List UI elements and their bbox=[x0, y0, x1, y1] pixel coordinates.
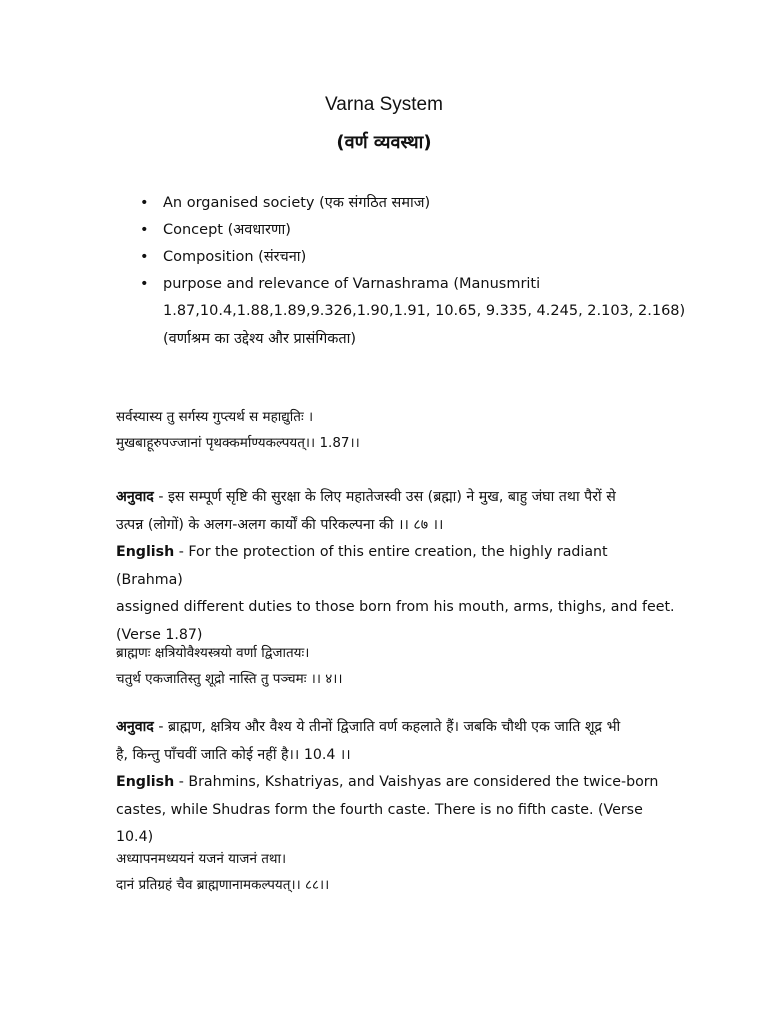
list-item-text: An organised society (एक संगठित समाज) bbox=[163, 195, 431, 211]
bullet-icon: • bbox=[140, 222, 149, 238]
list-item bbox=[140, 190, 700, 217]
hindi-text: - इस सम्पूर्ण सृष्टि की सुरक्षा के लिए महातेजस्वी उस (ब्रह्मा) ने मुख, बाहु जंघा तथा पैरों से bbox=[153, 489, 616, 505]
english-text: - For the protection of this entire creation, the highly radiant (Brahma) bbox=[116, 544, 608, 588]
english-text: - Brahmins, Kshatriyas, and Vaishyas are considered the twice-born bbox=[174, 774, 659, 790]
anuvad-label: अनुवाद bbox=[116, 489, 154, 505]
bullet-icon: • bbox=[140, 249, 149, 265]
hindi-translation bbox=[116, 714, 676, 742]
english-text: (Verse 1.87) bbox=[116, 626, 203, 643]
list-item bbox=[140, 244, 700, 271]
hindi-text: - ब्राह्मण, क्षत्रिय और वैश्य ये तीनों द्विजाति वर्ण कहलाते हैं। जबकि चौथी एक जाति शूद्र भी bbox=[153, 719, 621, 735]
list-item bbox=[140, 271, 700, 353]
english-text: castes, while Shudras form the fourth caste. There is no fifth caste. (Verse 10.4) bbox=[116, 801, 643, 845]
sanskrit-verse-1 bbox=[116, 404, 676, 456]
bullet-list bbox=[140, 190, 700, 353]
list-item-continuation: (वर्णाश्रम का उद्देश्य और प्रासंगिकता) bbox=[163, 330, 357, 347]
translation-block-1 bbox=[116, 484, 676, 649]
hindi-text: है, किन्तु पाँचवीं जाति कोई नहीं है।। 10.4 ।। bbox=[116, 746, 351, 763]
english-label: English bbox=[116, 544, 175, 560]
list-item-text: purpose and relevance of Varnashrama (Manusmriti bbox=[163, 276, 541, 292]
anuvad-label: अनुवाद bbox=[116, 719, 154, 735]
english-text: assigned different duties to those born from his mouth, arms, thighs, and feet. bbox=[116, 599, 675, 615]
sanskrit-verse-2 bbox=[116, 640, 676, 692]
list-item-continuation: 1.87,10.4,1.88,1.89,9.326,1.90,1.91, 10.65, 9.335, 4.245, 2.103, 2.168) bbox=[163, 303, 686, 319]
list-item-text: Concept (अवधारणा) bbox=[163, 222, 291, 238]
english-label: English bbox=[116, 774, 175, 790]
page-subtitle: (वर्ण व्यवस्था) bbox=[336, 132, 432, 153]
hindi-text: उत्पन्न (लोगों) के अलग-अलग कार्यों की परिकल्पना की ।। ८७ ।। bbox=[116, 516, 444, 533]
list-item bbox=[140, 217, 700, 244]
verse-line: दानं प्रतिग्रहं चैव ब्राह्मणानामकल्पयत्।। ८८।। bbox=[116, 877, 330, 893]
english-translation bbox=[116, 539, 676, 594]
page-title: Varna System bbox=[325, 94, 443, 115]
verse-line: चतुर्थ एकजातिस्तु शूद्रो नास्ति तु पञ्चमः ।। ४।। bbox=[116, 671, 343, 687]
hindi-translation bbox=[116, 484, 676, 512]
verse-line: अध्यापनमध्ययनं यजनं याजनं तथा। bbox=[116, 851, 287, 867]
translation-block-2 bbox=[116, 714, 676, 852]
verse-line: सर्वस्यास्य तु सर्गस्य गुप्त्यर्थ स महाद्युतिः । bbox=[116, 409, 314, 425]
bullet-icon: • bbox=[140, 195, 149, 211]
bullet-icon: • bbox=[140, 276, 149, 292]
sanskrit-verse-3 bbox=[116, 846, 676, 898]
verse-line: मुखबाहूरुपज्जानां पृथक्कर्माण्यकल्पयत्।। 1.87।। bbox=[116, 435, 360, 451]
verse-line: ब्राह्मणः क्षत्रियोवैश्यस्त्रयो वर्णा द्विजातयः। bbox=[116, 645, 310, 661]
list-item-text: Composition (संरचना) bbox=[163, 249, 307, 265]
english-translation bbox=[116, 769, 676, 797]
